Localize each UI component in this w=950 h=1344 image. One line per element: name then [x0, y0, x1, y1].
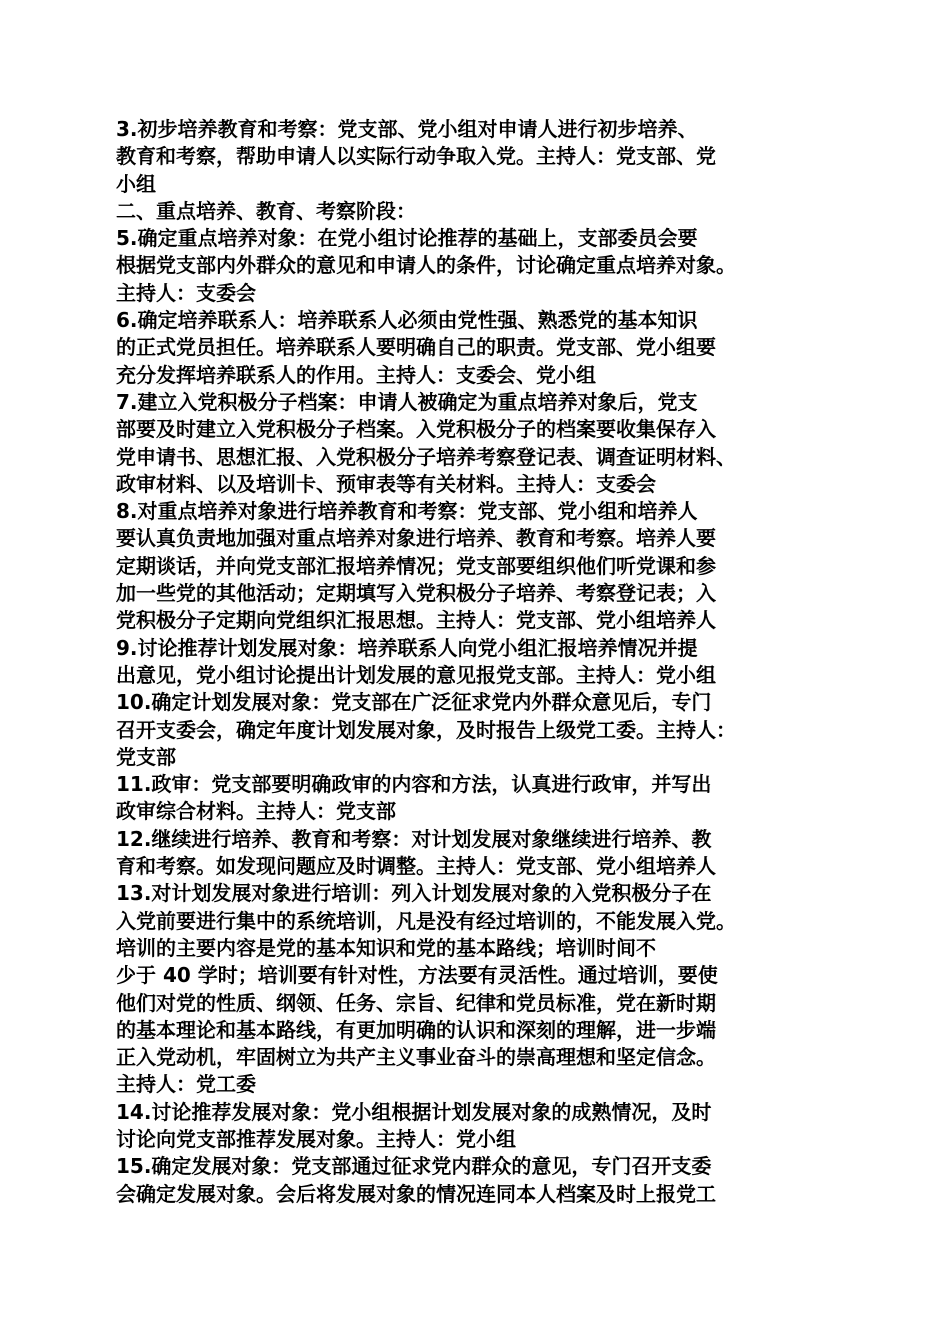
text-line: 13.对计划发展对象进行培训：列入计划发展对象的入党积极分子在 — [116, 881, 712, 906]
text-line: 党支部 — [116, 744, 176, 769]
text-line: 5.确定重点培养对象：在党小组讨论推荐的基础上，支部委员会要 — [116, 226, 698, 251]
text-line: 10.确定计划发展对象：党支部在广泛征求党内外群众意见后，专门 — [116, 690, 712, 715]
section-heading: 二、重点培养、教育、考察阶段： — [116, 198, 416, 223]
text-line: 党积极分子定期向党组织汇报思想。主持人：党支部、党小组培养人 — [116, 608, 716, 633]
text-line: 9.讨论推荐计划发展对象：培养联系人向党小组汇报培养情况并提 — [116, 635, 698, 660]
text-line: 培训的主要内容是党的基本知识和党的基本路线；培训时间不 — [116, 935, 656, 960]
text-line: 的正式党员担任。培养联系人要明确自己的职责。党支部、党小组要 — [116, 335, 716, 360]
text-line: 6.确定培养联系人：培养联系人必须由党性强、熟悉党的基本知识 — [116, 308, 698, 333]
text-line: 育和考察。如发现问题应及时调整。主持人：党支部、党小组培养人 — [116, 854, 716, 879]
text-line: 正入党动机，牢固树立为共产主义事业奋斗的崇高理想和坚定信念。 — [116, 1045, 716, 1070]
text-line: 15.确定发展对象：党支部通过征求党内群众的意见，专门召开支委 — [116, 1154, 712, 1179]
text-line: 14.讨论推荐发展对象：党小组根据计划发展对象的成熟情况，及时 — [116, 1099, 712, 1124]
text-line: 定期谈话，并向党支部汇报培养情况；党支部要组织他们听党课和参 — [116, 553, 716, 578]
text-line: 他们对党的性质、纲领、任务、宗旨、纪律和党员标准，党在新时期 — [116, 990, 716, 1015]
text-line: 主持人：党工委 — [116, 1072, 256, 1097]
text-line: 8.对重点培养对象进行培养教育和考察：党支部、党小组和培养人 — [116, 499, 698, 524]
text-line: 要认真负责地加强对重点培养对象进行培养、教育和考察。培养人要 — [116, 526, 716, 551]
text-line: 党申请书、思想汇报、入党积极分子培养考察登记表、调查证明材料、 — [116, 444, 736, 469]
text-line: 12.继续进行培养、教育和考察：对计划发展对象继续进行培养、教 — [116, 826, 712, 851]
text-line: 召开支委会，确定年度计划发展对象，及时报告上级党工委。主持人： — [116, 717, 736, 742]
text-line: 出意见，党小组讨论提出计划发展的意见报党支部。主持人：党小组 — [116, 662, 716, 687]
text-line: 政审材料、以及培训卡、预审表等有关材料。主持人：支委会 — [116, 471, 656, 496]
text-line: 7.建立入党积极分子档案：申请人被确定为重点培养对象后，党支 — [116, 389, 698, 414]
text-line: 11.政审：党支部要明确政审的内容和方法，认真进行政审，并写出 — [116, 772, 712, 797]
text-line: 讨论向党支部推荐发展对象。主持人：党小组 — [116, 1126, 516, 1151]
text-line: 少于 40 学时；培训要有针对性，方法要有灵活性。通过培训，要使 — [116, 963, 718, 988]
document-body — [116, 116, 851, 1208]
text-line: 根据党支部内外群众的意见和申请人的条件，讨论确定重点培养对象。 — [116, 253, 736, 278]
text-line: 加一些党的其他活动；定期填写入党积极分子培养、考察登记表；入 — [116, 581, 716, 606]
text-line: 会确定发展对象。会后将发展对象的情况连同本人档案及时上报党工 — [116, 1181, 716, 1206]
text-line: 的基本理论和基本路线，有更加明确的认识和深刻的理解，进一步端 — [116, 1017, 716, 1042]
text-line: 充分发挥培养联系人的作用。主持人：支委会、党小组 — [116, 362, 596, 387]
text-line: 入党前要进行集中的系统培训，凡是没有经过培训的，不能发展入党。 — [116, 908, 736, 933]
text-line: 3.初步培养教育和考察：党支部、党小组对申请人进行初步培养、 — [116, 117, 698, 141]
text-line: 小组 — [116, 171, 156, 196]
text-line: 主持人：支委会 — [116, 280, 256, 305]
text-line: 教育和考察，帮助申请人以实际行动争取入党。主持人：党支部、党 — [116, 144, 716, 169]
text-line: 政审综合材料。主持人：党支部 — [116, 799, 396, 824]
text-line: 部要及时建立入党积极分子档案。入党积极分子的档案要收集保存入 — [116, 417, 716, 442]
